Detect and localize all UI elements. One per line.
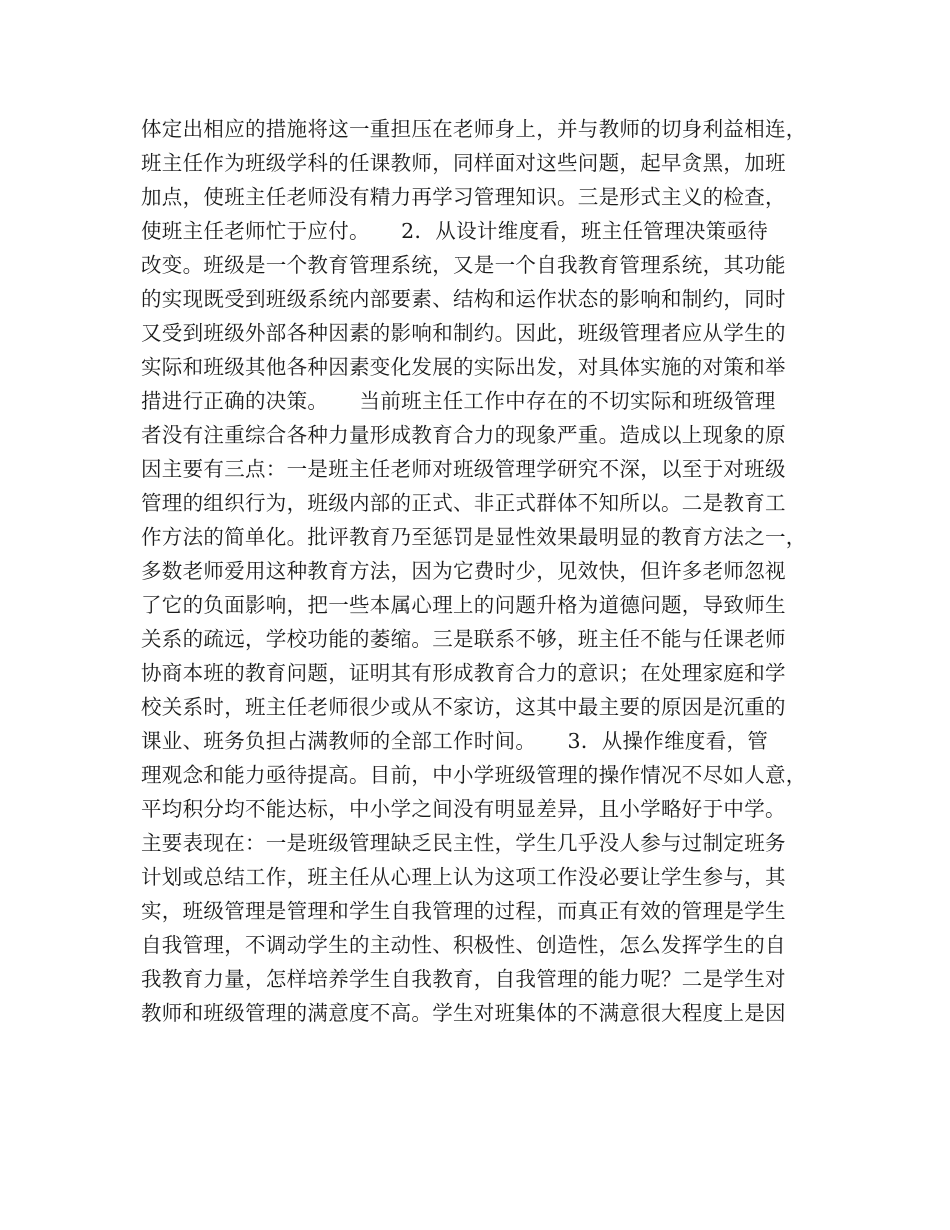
body-text [141, 112, 841, 1030]
text-line: 措进行正确的决策。 当前班主任工作中存在的不切实际和班级管理 [141, 389, 776, 413]
text-line: 的实现既受到班级系统内部要素、结构和运作状态的影响和制约，同时 [141, 287, 786, 311]
text-line: 教师和班级管理的满意度不高。学生对班集体的不满意很大程度上是因 [141, 1001, 786, 1025]
text-line: 课业、班务负担占满教师的全部工作时间。 3．从操作维度看，管 [141, 729, 769, 753]
text-line: 计划或总结工作，班主任从心理上认为这项工作没必要让学生参与，其 [141, 865, 786, 889]
text-line: 主要表现在：一是班级管理缺乏民主性，学生几乎没人参与过制定班务 [141, 831, 786, 855]
text-line: 多数老师爱用这种教育方法，因为它费时少，见效快，但许多老师忽视 [141, 559, 786, 583]
text-line: 加点，使班主任老师没有精力再学习管理知识。三是形式主义的检查， [141, 185, 786, 209]
text-line: 协商本班的教育问题，证明其有形成教育合力的意识；在处理家庭和学 [141, 661, 786, 685]
text-line: 管理的组织行为，班级内部的正式、非正式群体不知所以。二是教育工 [141, 491, 786, 515]
text-line: 改变。班级是一个教育管理系统，又是一个自我教育管理系统，其功能 [141, 253, 786, 277]
text-line: 校关系时，班主任老师很少或从不家访，这其中最主要的原因是沉重的 [141, 695, 786, 719]
text-line: 班主任作为班级学科的任课教师，同样面对这些问题，起早贪黑，加班 [141, 151, 786, 175]
text-line: 平均积分均不能达标，中小学之间没有明显差异，且小学略好于中学。 [141, 797, 786, 821]
text-line: 实际和班级其他各种因素变化发展的实际出发，对具体实施的对策和举 [141, 355, 786, 379]
text-line: 又受到班级外部各种因素的影响和制约。因此，班级管理者应从学生的 [141, 321, 786, 345]
text-line: 实，班级管理是管理和学生自我管理的过程，而真正有效的管理是学生 [141, 899, 786, 923]
text-line: 我教育力量，怎样培养学生自我教育，自我管理的能力呢？二是学生对 [141, 967, 786, 991]
text-line: 体定出相应的措施将这一重担压在老师身上，并与教师的切身利益相连， [141, 117, 807, 141]
text-line: 因主要有三点：一是班主任老师对班级管理学研究不深，以至于对班级 [141, 457, 786, 481]
text-line: 自我管理，不调动学生的主动性、积极性、创造性，怎么发挥学生的自 [141, 933, 786, 957]
text-line: 作方法的简单化。批评教育乃至惩罚是显性效果最明显的教育方法之一， [141, 525, 807, 549]
text-line: 关系的疏远，学校功能的萎缩。三是联系不够，班主任不能与任课老师 [141, 627, 786, 651]
text-line: 使班主任老师忙于应付。 2．从设计维度看，班主任管理决策亟待 [141, 219, 769, 243]
text-line: 了它的负面影响，把一些本属心理上的问题升格为道德问题，导致师生 [141, 593, 786, 617]
text-line: 理观念和能力亟待提高。目前，中小学班级管理的操作情况不尽如人意， [141, 763, 807, 787]
text-line: 者没有注重综合各种力量形成教育合力的现象严重。造成以上现象的原 [141, 423, 786, 447]
